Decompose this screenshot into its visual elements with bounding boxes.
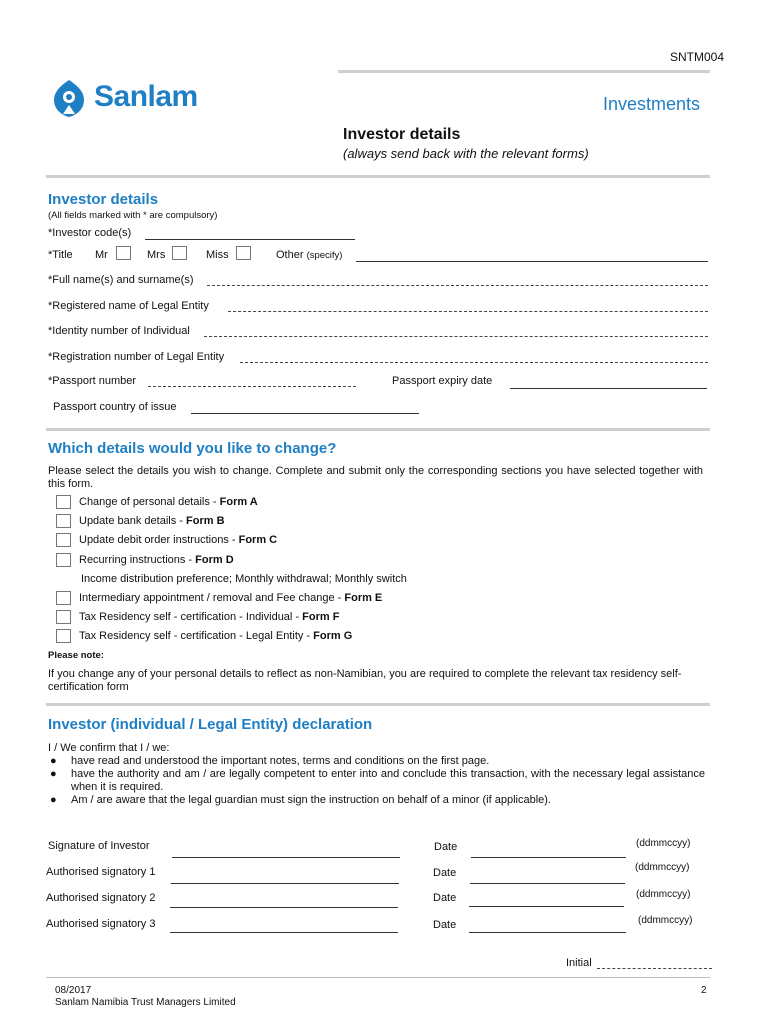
footer-date: 08/2017	[55, 985, 92, 996]
form-d-checkbox[interactable]	[56, 553, 71, 567]
date-format: (ddmmccyy)	[636, 838, 691, 849]
divider	[46, 175, 710, 178]
form-g-checkbox[interactable]	[56, 629, 71, 643]
passport-country-label: Passport country of issue	[53, 401, 177, 413]
form-d-option: Recurring instructions - Form D	[79, 554, 234, 566]
footer-rule	[46, 977, 710, 978]
form-code: SNTM004	[669, 50, 724, 64]
date-field[interactable]	[471, 857, 626, 858]
signatory-3-field[interactable]	[170, 932, 398, 933]
declaration-item: have the authority and am / are legally competent to enter into and conclude this transaction, with the necessary legal assistance when it is required.	[71, 768, 705, 793]
investor-details-heading: Investor details	[48, 191, 159, 208]
signature-investor-field[interactable]	[172, 857, 400, 858]
signature-investor-label: Signature of Investor	[48, 840, 150, 852]
declaration-item: have read and understood the important notes, terms and conditions on the first page.	[71, 755, 490, 767]
declaration-heading: Investor (individual / Legal Entity) declaration	[48, 716, 373, 733]
sanlam-shield-icon	[52, 78, 86, 118]
investor-code-label: *Investor code(s)	[48, 227, 132, 239]
passport-label: *Passport number	[48, 375, 137, 387]
date-label: Date	[433, 892, 457, 904]
change-intro: Please select the details you wish to change. Complete and submit only the corresponding sections you have selected together with this form.	[48, 465, 703, 490]
full-name-label: *Full name(s) and surname(s)	[48, 274, 194, 286]
form-f-option: Tax Residency self - certification - Individual - Form F	[79, 611, 340, 623]
passport-country-field[interactable]	[191, 413, 419, 414]
id-number-field[interactable]	[204, 336, 708, 337]
specify-text: (specify)	[306, 250, 343, 261]
divider	[46, 703, 710, 706]
signatory-2-field[interactable]	[170, 907, 398, 908]
compulsory-note: (All fields marked with * are compulsory)	[48, 210, 218, 221]
footer-company: Sanlam Namibia Trust Managers Limited	[55, 997, 236, 1008]
header-rule	[338, 70, 710, 73]
full-name-field[interactable]	[207, 285, 708, 286]
form-g-option: Tax Residency self - certification - Legal Entity - Form G	[79, 630, 353, 642]
declaration-bullet: ●	[50, 768, 57, 780]
title-mrs-label: Mrs	[147, 249, 166, 261]
signatory-1-label: Authorised signatory 1	[46, 866, 156, 878]
signatory-2-label: Authorised signatory 2	[46, 892, 156, 904]
form-a-option: Change of personal details - Form A	[79, 496, 258, 508]
passport-expiry-field[interactable]	[510, 388, 707, 389]
date-label: Date	[434, 841, 458, 853]
declaration-confirm: I / We confirm that I / we:	[48, 742, 170, 754]
title-other-label	[276, 249, 342, 261]
date-field[interactable]	[469, 906, 624, 907]
signatory-3-label: Authorised signatory 3	[46, 918, 156, 930]
title-mr-checkbox[interactable]	[116, 246, 131, 260]
title-other-field[interactable]	[356, 261, 708, 262]
id-number-label: *Identity number of Individual	[48, 325, 190, 337]
section-title: Investments	[602, 94, 700, 114]
other-text: Other	[276, 249, 304, 261]
brand-name: Sanlam	[94, 80, 198, 113]
form-e-option: Intermediary appointment / removal and Fee change - Form E	[79, 592, 383, 604]
form-b-checkbox[interactable]	[56, 514, 71, 528]
date-field[interactable]	[470, 883, 625, 884]
form-a-checkbox[interactable]	[56, 495, 71, 509]
title-mr-label: Mr	[95, 249, 108, 261]
reg-name-field[interactable]	[228, 311, 708, 312]
date-format: (ddmmccyy)	[635, 862, 690, 873]
title-label: *Title	[48, 249, 73, 261]
please-note-label: Please note:	[48, 650, 104, 661]
declaration-item: Am / are aware that the legal guardian must sign the instruction on behalf of a minor (if applicable).	[71, 794, 551, 806]
title-miss-label: Miss	[206, 249, 229, 261]
declaration-bullet: ●	[50, 755, 57, 767]
form-b-option: Update bank details - Form B	[79, 515, 225, 527]
page-subtitle: (always send back with the relevant forms)	[343, 146, 589, 161]
passport-expiry-label: Passport expiry date	[392, 375, 493, 387]
reg-name-label: *Registered name of Legal Entity	[48, 300, 209, 312]
form-c-option: Update debit order instructions - Form C	[79, 534, 278, 546]
date-format: (ddmmccyy)	[638, 915, 693, 926]
title-mrs-checkbox[interactable]	[172, 246, 187, 260]
sanlam-logo	[52, 78, 232, 120]
date-format: (ddmmccyy)	[636, 889, 691, 900]
reg-number-field[interactable]	[240, 362, 708, 363]
date-field[interactable]	[469, 932, 626, 933]
change-heading: Which details would you like to change?	[48, 440, 337, 457]
page-number: 2	[701, 985, 707, 996]
signatory-1-field[interactable]	[171, 883, 399, 884]
date-label: Date	[433, 919, 457, 931]
form-c-checkbox[interactable]	[56, 533, 71, 547]
please-note-text: If you change any of your personal details to reflect as non-Namibian, you are required to complete the relevant tax residency self-certification form	[48, 668, 682, 693]
investor-code-field[interactable]	[145, 239, 355, 240]
initial-label: Initial	[566, 957, 592, 969]
initial-field[interactable]	[597, 968, 712, 969]
date-label: Date	[433, 867, 457, 879]
form-d-detail: Income distribution preference; Monthly withdrawal; Monthly switch	[81, 573, 407, 585]
page-title: Investor details	[343, 126, 461, 143]
passport-field[interactable]	[148, 386, 356, 387]
form-f-checkbox[interactable]	[56, 610, 71, 624]
title-miss-checkbox[interactable]	[236, 246, 251, 260]
reg-number-label: *Registration number of Legal Entity	[48, 351, 225, 363]
divider	[46, 428, 710, 431]
declaration-bullet: ●	[50, 794, 57, 806]
form-e-checkbox[interactable]	[56, 591, 71, 605]
